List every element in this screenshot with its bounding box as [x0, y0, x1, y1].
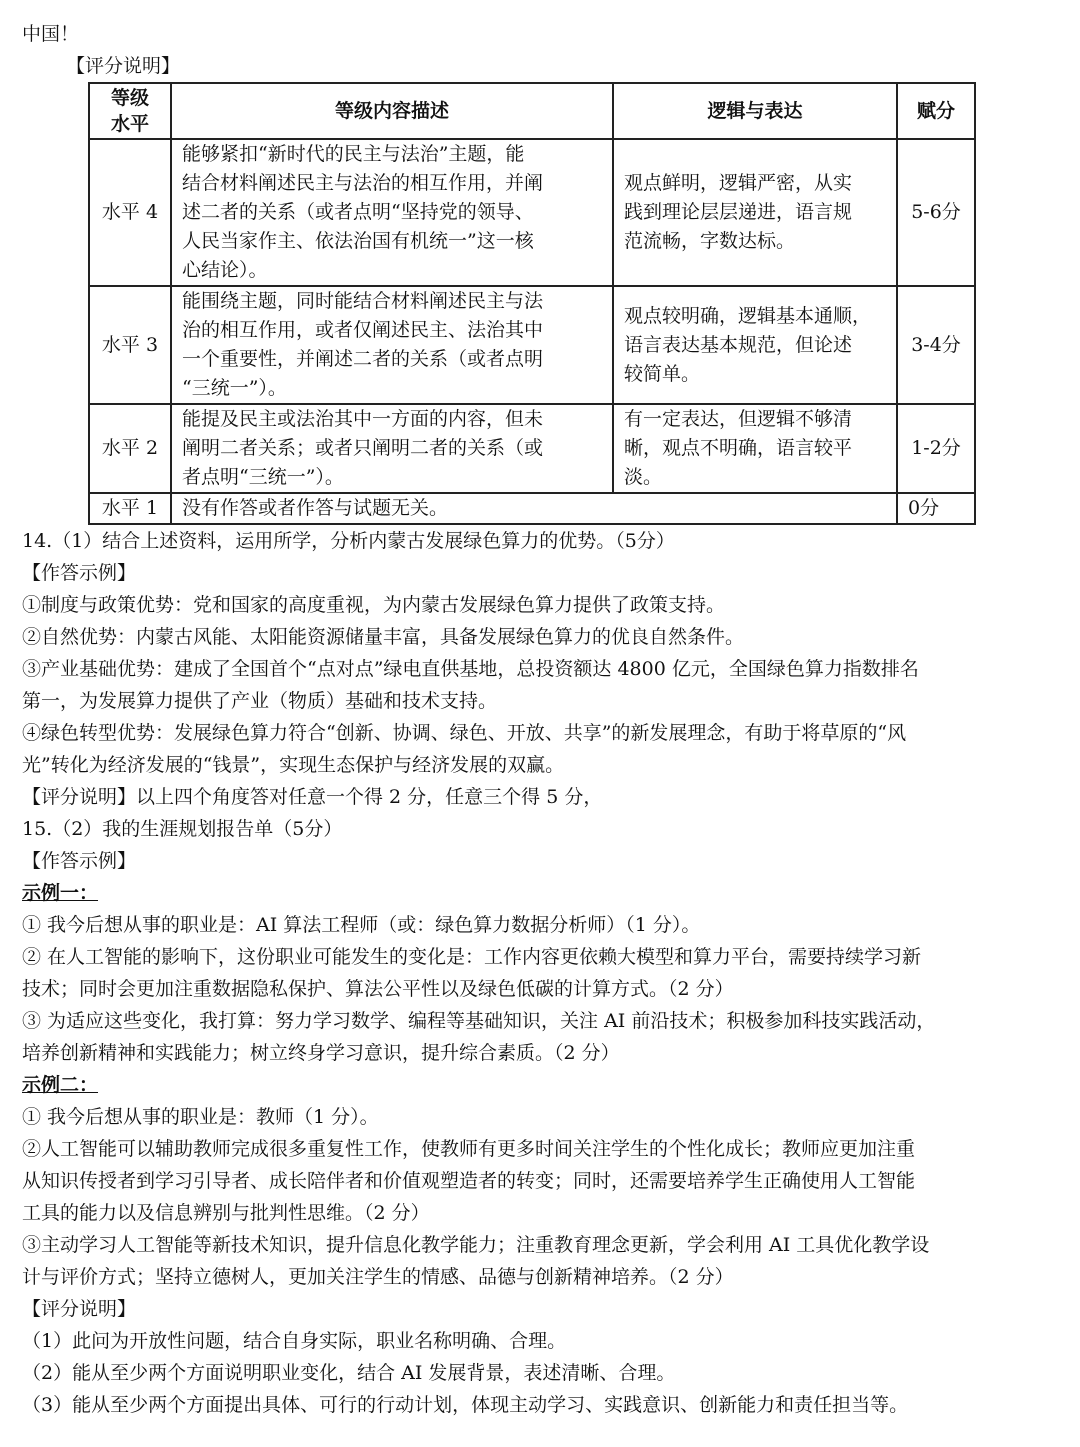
row-desc: 能提及民主或法治其中一方面的内容，但未 阐明二者关系；或者只阐明二者的关系（或 者点明“三统一”）。 [171, 404, 613, 493]
q15-ex2-line: 工具的能力以及信息辨别与批判性思维。（2 分） [22, 1202, 430, 1224]
scoring-table [88, 82, 976, 525]
row-logic: 观点鲜明，逻辑严密，从实 践到理论层层递进，语言规 范流畅，字数达标。 [613, 139, 897, 286]
row-level: 水平 2 [89, 404, 171, 493]
q15-scoring-heading: 【评分说明】 [22, 1298, 137, 1320]
header-score: 赋分 [897, 83, 975, 139]
row-level: 水平 4 [89, 139, 171, 286]
header-desc: 等级内容描述 [171, 83, 613, 139]
q14-line: ②自然优势：内蒙古风能、太阳能资源储量丰富，具备发展绿色算力的优良自然条件。 [22, 626, 745, 648]
q14-scoring: 【评分说明】以上四个角度答对任意一个得 2 分，任意三个得 5 分， [22, 786, 603, 808]
table-row [89, 286, 975, 404]
q14-line: ①制度与政策优势：党和国家的高度重视，为内蒙古发展绿色算力提供了政策支持。 [22, 594, 726, 616]
row-level: 水平 1 [89, 493, 171, 524]
top-line: 中国！ [22, 23, 80, 45]
row-desc: 没有作答或者作答与试题无关。 [171, 493, 897, 524]
table-row [89, 404, 975, 493]
q14-line: 光”转化为经济发展的“钱景”，实现生态保护与经济发展的双赢。 [22, 754, 565, 776]
q15-ex1-line: 技术；同时会更加注重数据隐私保护、算法公平性以及绿色低碳的计算方式。（2 分） [22, 978, 734, 1000]
q15-example-heading: 【作答示例】 [22, 850, 137, 872]
q15-ex1-line: ① 我今后想从事的职业是：AI 算法工程师（或：绿色算力数据分析师）（1 分）。 [22, 914, 701, 936]
q15-example1-title: 示例一： [22, 882, 99, 904]
table-header-row [89, 83, 975, 139]
q14-line: ③产业基础优势：建成了全国首个“点对点”绿电直供基地，总投资额达 4800 亿元，全国绿色算力指数排名 [22, 658, 919, 680]
table-row [89, 139, 975, 286]
q15-scoring-line: （1）此问为开放性问题，结合自身实际，职业名称明确、合理。 [22, 1330, 567, 1352]
row-desc: 能围绕主题，同时能结合材料阐述民主与法 治的相互作用，或者仅阐述民主、法治其中 一个重要性，并阐述二者的关系（或者点明 “三统一”）。 [171, 286, 613, 404]
q14-question: 14.（1）结合上述资料，运用所学，分析内蒙古发展绿色算力的优势。（5分） [22, 530, 675, 552]
q15-ex1-line: ② 在人工智能的影响下，这份职业可能发生的变化是：工作内容更依赖大模型和算力平台，需要持续学习新 [22, 946, 922, 968]
header-logic: 逻辑与表达 [613, 83, 897, 139]
row-score: 1-2分 [897, 404, 975, 493]
q14-line: ④绿色转型优势：发展绿色算力符合“创新、协调、绿色、开放、共享”的新发展理念，有助于将草原的“风 [22, 722, 907, 744]
table-row [89, 493, 975, 524]
header-level: 等级 水平 [89, 83, 171, 139]
q15-ex2-line: ① 我今后想从事的职业是：教师（1 分）。 [22, 1106, 379, 1128]
q15-scoring-line: （3）能从至少两个方面提出具体、可行的行动计划，体现主动学习、实践意识、创新能力和责任担当等。 [22, 1394, 909, 1416]
q15-question: 15.（2）我的生涯规划报告单（5分） [22, 818, 343, 840]
document-page [22, 18, 1052, 1421]
row-level: 水平 3 [89, 286, 171, 404]
row-score: 5-6分 [897, 139, 975, 286]
row-desc: 能够紧扣“新时代的民主与法治”主题，能 结合材料阐述民主与法治的相互作用，并阐 述二者的关系（或者点明“坚持党的领导、 人民当家作主、依法治国有机统一”这一核 心结论）。 [171, 139, 613, 286]
q14-example-heading: 【作答示例】 [22, 562, 137, 584]
row-logic: 有一定表达，但逻辑不够清 晰，观点不明确，语言较平 淡。 [613, 404, 897, 493]
q15-ex1-line: ③ 为适应这些变化，我打算：努力学习数学、编程等基础知识，关注 AI 前沿技术；积极参加科技实践活动， [22, 1010, 936, 1032]
q15-ex1-line: 培养创新精神和实践能力；树立终身学习意识，提升综合素质。（2 分） [22, 1042, 620, 1064]
row-score: 3-4分 [897, 286, 975, 404]
row-logic: 观点较明确，逻辑基本通顺， 语言表达基本规范，但论述 较简单。 [613, 286, 897, 404]
q15-ex2-line: ③主动学习人工智能等新技术知识，提升信息化教学能力；注重教育理念更新，学会利用 AI 工具优化教学设 [22, 1234, 930, 1256]
scoring-heading-1: 【评分说明】 [66, 55, 181, 77]
q15-example2-title: 示例二： [22, 1074, 99, 1096]
q14-line: 第一，为发展算力提供了产业（物质）基础和技术支持。 [22, 690, 498, 712]
row-score: 0分 [897, 493, 975, 524]
q15-ex2-line: ②人工智能可以辅助教师完成很多重复性工作，使教师有更多时间关注学生的个性化成长；教师应更加注重 [22, 1138, 916, 1160]
q15-ex2-line: 从知识传授者到学习引导者、成长陪伴者和价值观塑造者的转变；同时，还需要培养学生正确使用人工智能 [22, 1170, 916, 1192]
q15-ex2-line: 计与评价方式；坚持立德树人，更加关注学生的情感、品德与创新精神培养。（2 分） [22, 1266, 734, 1288]
q15-scoring-line: （2）能从至少两个方面说明职业变化，结合 AI 发展背景，表述清晰、合理。 [22, 1362, 676, 1384]
